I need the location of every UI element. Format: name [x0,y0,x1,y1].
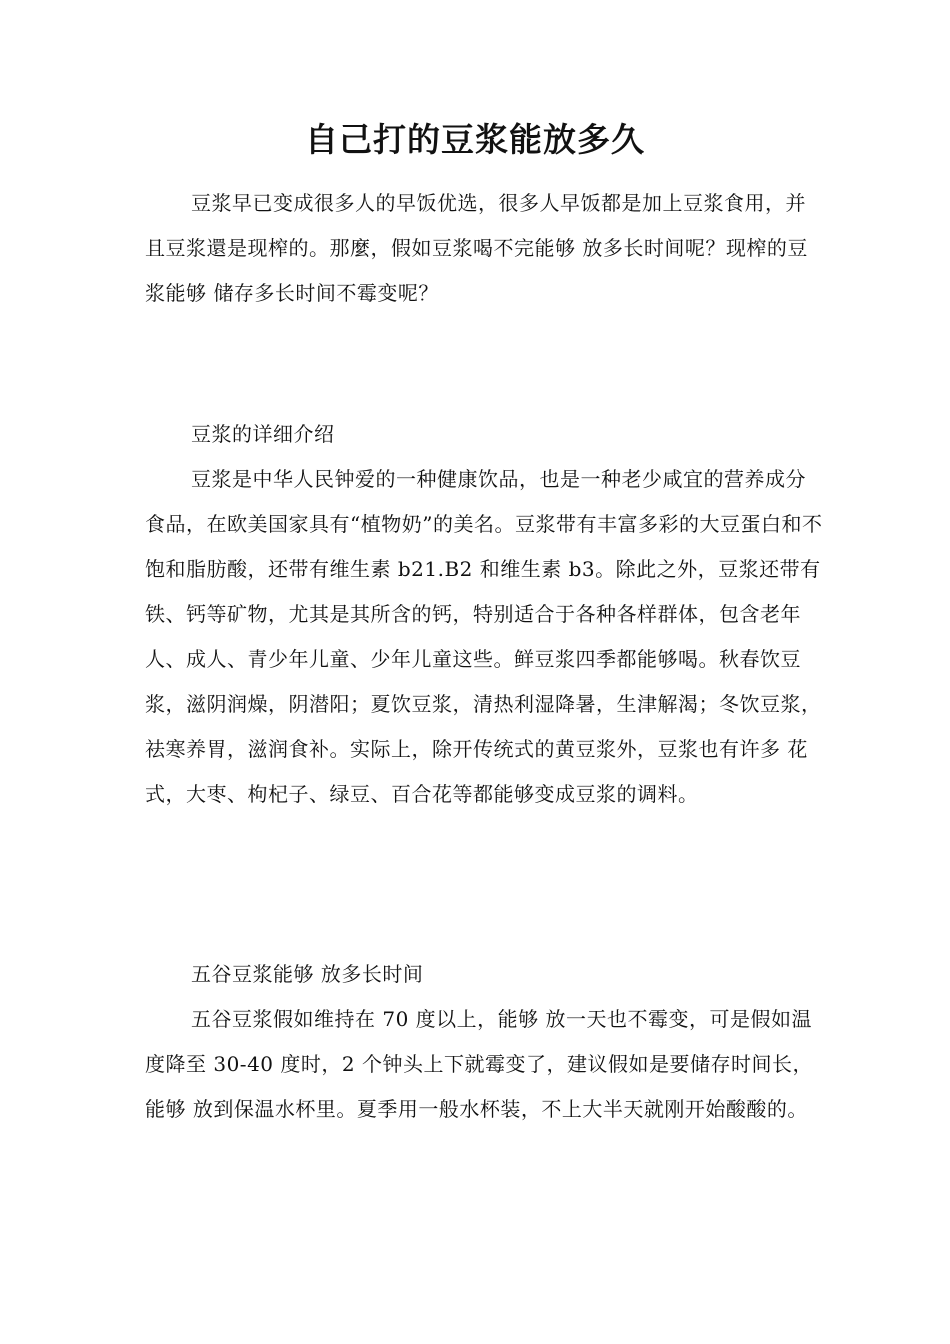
section-intro-block [145,414,825,817]
intro-paragraph: 豆浆早已变成很多人的早饭优选，很多人早饭都是加上豆浆食用，并且豆浆還是现榨的。那麼，假如豆浆喝不完能够 放多长时间呢？现榨的豆浆能够 储存多长时间不霉变呢？ [145,191,808,305]
section-heading: 豆浆的详细介绍 [191,422,335,446]
section-heading: 五谷豆浆能够 放多长时间 [191,962,424,986]
section-storage-block [145,954,825,1132]
section-paragraph: 豆浆是中华人民钟爱的一种健康饮品，也是一种老少咸宜的营养成分食品，在欧美国家具有“植物奶”的美名。豆浆带有丰富多彩的大豆蛋白和不饱和脂肪酸，还带有维生素 b21.B2 和维生素 b3。除此之外，豆浆还带有铁、钙等矿物，尤其是其所含的钙，特别适合于各种各样群体，包含老年人、成人、青少年儿童、少年儿童这些。鲜豆浆四季都能够喝。秋春饮豆浆，滋阴润燥，阴潜阳；夏饮豆浆，清热利湿降暑，生津解渴；冬饮豆浆，祛寒养胃，滋润食补。实际上，除开传统式的黄豆浆外，豆浆也有许多 花式，大枣、枸杞子、绿豆、百合花等都能够变成豆浆的调料。 [145,467,823,806]
document-title: 自己打的豆浆能放多久 [305,120,645,159]
section-paragraph: 五谷豆浆假如维持在 70 度以上，能够 放一天也不霉变，可是假如温度降至 30-40 度时，2 个钟头上下就霉变了，建议假如是要储存时间长，能够 放到保温水杯里。夏季用一般水杯装，不上大半天就刚开始酸酸的。 [145,1007,813,1121]
intro-block [145,181,825,316]
